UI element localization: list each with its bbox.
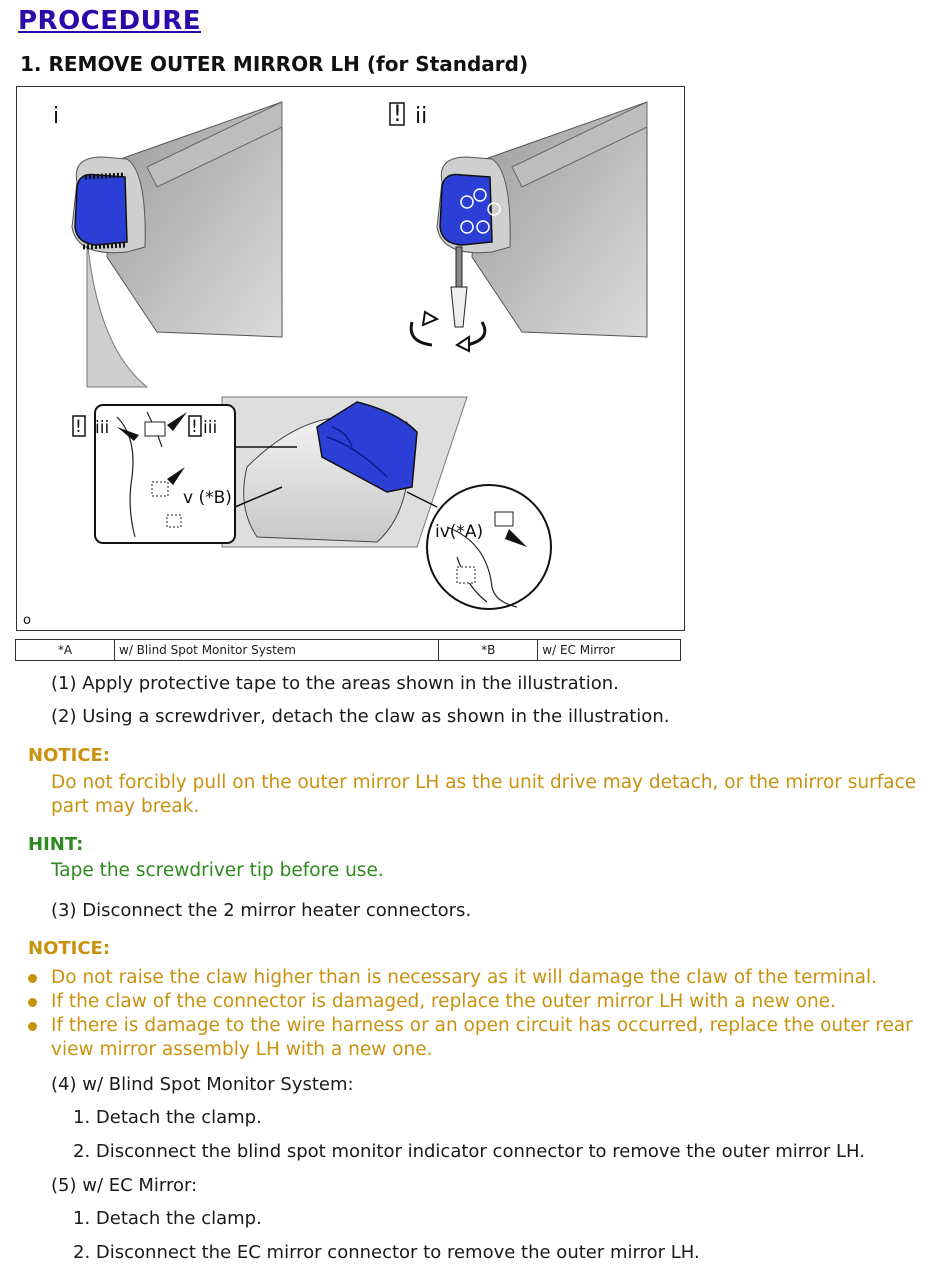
callout-iv: iv(*A): [435, 522, 484, 542]
notice-1-text: Do not forcibly pull on the outer mirror LH as the unit drive may detach, or the mirror surface part may break.: [51, 772, 917, 817]
panel-ii: [390, 102, 647, 351]
caution-mark-iii-right: !: [191, 417, 198, 437]
step-4-sub-2: 2. Disconnect the blind spot monitor indicator connector to remove the outer mirror LH.: [73, 1141, 865, 1162]
step-5-sub-1: 1. Detach the clamp.: [73, 1208, 262, 1229]
hint-label: HINT:: [28, 834, 84, 855]
legend-key-b: *B: [439, 640, 538, 661]
caution-mark-ii: !: [393, 102, 402, 127]
hint-text: Tape the screwdriver tip before use.: [51, 860, 384, 881]
caution-mark-iii-left: !: [75, 417, 82, 437]
notice-1-label: NOTICE:: [28, 745, 111, 766]
callout-i: i: [53, 104, 60, 129]
step-title: 1. REMOVE OUTER MIRROR LH (for Standard): [20, 52, 529, 76]
step-4-sub-1: 1. Detach the clamp.: [73, 1107, 262, 1128]
callout-v: v (*B): [183, 488, 232, 508]
legend-value-a: w/ Blind Spot Monitor System: [115, 640, 439, 661]
notice-2-label: NOTICE:: [28, 938, 111, 959]
panel-detail: [73, 397, 551, 609]
step-5: (5) w/ EC Mirror:: [51, 1175, 198, 1196]
page-title[interactable]: PROCEDURE: [18, 6, 201, 36]
step-4: (4) w/ Blind Spot Monitor System:: [51, 1074, 354, 1095]
step-2: (2) Using a screwdriver, detach the claw as shown in the illustration.: [51, 706, 670, 727]
callout-iii-left: iii: [95, 418, 110, 438]
figure-corner-label: o: [23, 613, 31, 628]
legend-key-a: *A: [16, 640, 115, 661]
legend-value-b: w/ EC Mirror: [538, 640, 681, 661]
bullet-dot: [28, 1022, 37, 1031]
legend-table: [15, 639, 681, 661]
step-3: (3) Disconnect the 2 mirror heater connectors.: [51, 900, 472, 921]
bullet-dot: [28, 974, 37, 983]
bullet-dot: [28, 998, 37, 1007]
callout-iii-right: iii: [203, 418, 218, 438]
step-1: (1) Apply protective tape to the areas shown in the illustration.: [51, 673, 619, 694]
illustration: [16, 86, 685, 631]
panel-i: [53, 102, 282, 387]
step-5-sub-2: 2. Disconnect the EC mirror connector to remove the outer mirror LH.: [73, 1242, 700, 1263]
callout-ii: ii: [415, 104, 428, 129]
mirror-illustration: [17, 87, 684, 630]
